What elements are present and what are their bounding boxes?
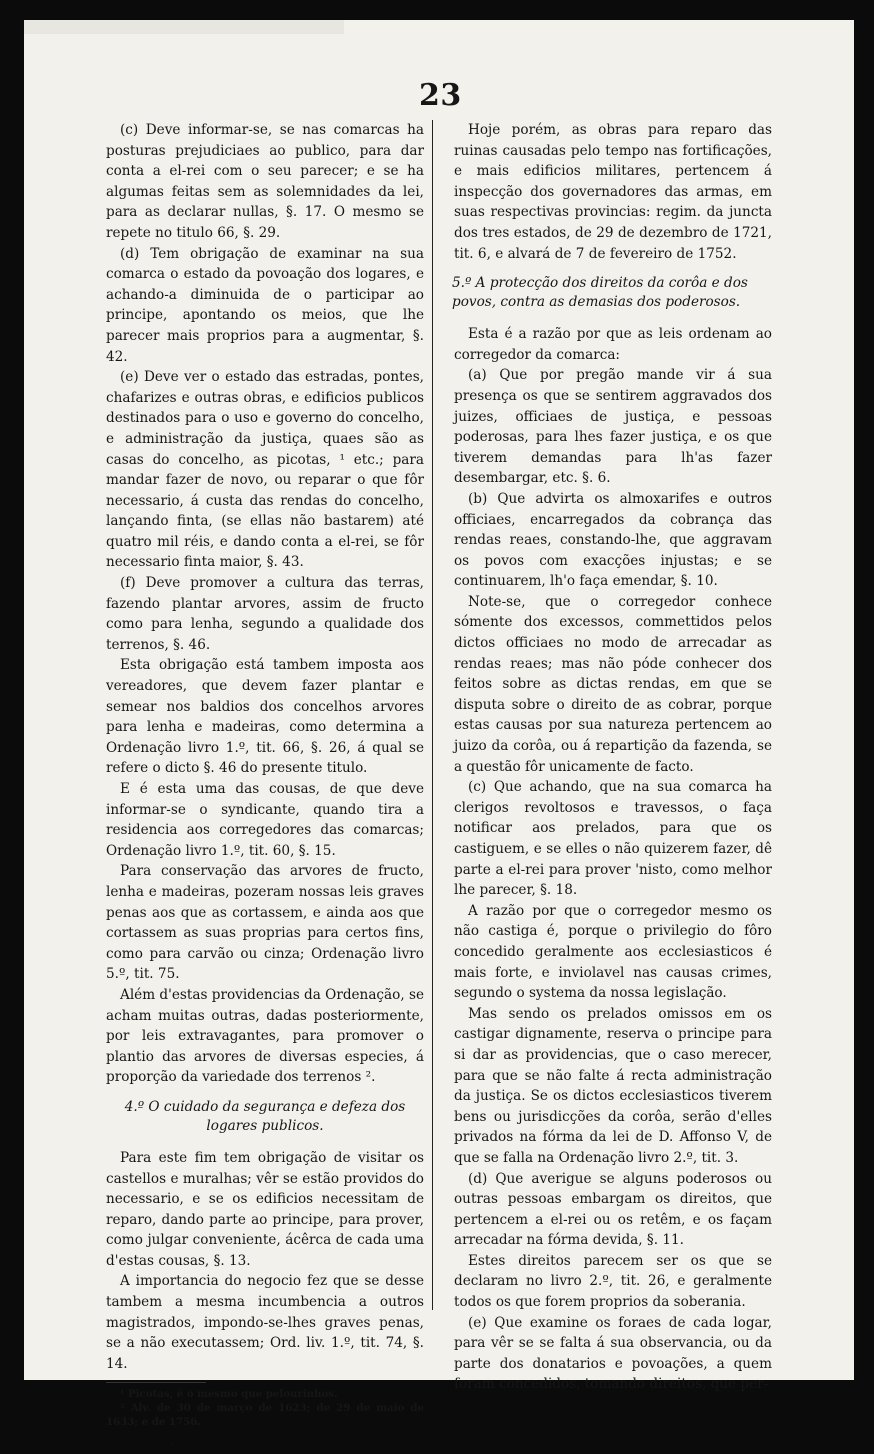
paragraph-c-clerigos: (c) Que achando, que na sua comarca ha clerigos revoltosos e travessos, o faça notificar aos prelados, para que os castiguem, e se elles o não quizerem fazer, dê parte a el-rei para prover 'nisto, como melhor lhe parecer, §. 18. xyxy=(454,779,772,899)
paragraph-e-foraes: (e) Que examine os foraes de cada logar, para vêr se se falta á sua observancia, ou da parte dos donatarios e povoações, a quem foram concedidos, tomando direitos, que per- xyxy=(454,1314,772,1393)
paragraph-esta-razao: Esta é a razão por que as leis ordenam ao corregedor da comarca: xyxy=(454,326,772,363)
section-4-heading: 4.º O cuidado da segurança e defeza dos logares publicos. xyxy=(124,1098,406,1134)
paragraph-d-povoacao: (d) Tem obrigação de examinar na sua comarca o estado da povoação dos logares, e achando-a diminuida de o participar ao principe, apontando os meios, que lhe parecer mais proprios para a augmentar, §. 42. xyxy=(106,245,424,365)
page-fold-shadow xyxy=(24,20,344,34)
trailing-dots: . . xyxy=(170,1437,189,1449)
paragraph-conservacao: Para conservação das arvores de fructo, lenha e madeiras, pozeram nossas leis graves penas aos que as cortassem, e ainda aos que cortassem as suas proprias para certos fins, como para carvão ou cinza; Ordenação livro 5.º, tit. 75. xyxy=(106,863,424,983)
paragraph-estes-direitos: Estes direitos parecem ser os que se declaram no livro 2.º, tit. 26, e geralmente todos os que forem proprios da soberania. xyxy=(454,1252,772,1311)
right-column xyxy=(454,120,772,1395)
paragraph-e-estradas: (e) Deve ver o estado das estradas, pontes, chafarizes e outras obras, e edificios publicos destinados para o uso e governo do concelho, e administração da justiça, quaes são as casas do concelho, as picotas, ¹ etc.; para mandar fazer de novo, ou reparar o que fôr necessario, á custa das rendas do concelho, lançando finta, (se ellas não bastarem) até quatro mil réis, e dando conta a el-rei, se fôr necessario finta maior, §. 43. xyxy=(106,369,424,571)
paragraph-castellos: Para este fim tem obrigação de visitar os castellos e muralhas; vêr se estão providos do necessario, e se os edificios necessitam de reparo, dando parte ao principe, para prover, como julgar conveniente, ácêrca de cada uma d'estas cousas, §. 13. xyxy=(106,1149,424,1269)
footnote-2: ² Alv. de 30 de março de 1623; de 29 de maio de 1633; e de 1756. xyxy=(106,1402,424,1428)
column-divider xyxy=(432,120,433,1310)
page-number: 23 xyxy=(419,78,462,113)
footnote-1: ¹ Picotas, é o mesmo que pelourinhos. xyxy=(120,1388,338,1401)
paragraph-prelados-omissos: Mas sendo os prelados omissos em os castigar dignamente, reserva o principe para si dar as providencias, que o caso merecer, para que se não falte á recta administração da justiça. Se os dictos ecclesiasticos tiverem bens ou jurisdicções da corôa, serão d'elles privados na fórma da lei de D. Affonso V, de que se falla na Ordenação livro 2.º, tit. 3. xyxy=(454,1005,772,1166)
paragraph-note-se: Note-se, que o corregedor conhece sómente dos excessos, commettidos pelos dictos officiaes no modo de arrecadar as rendas reaes; mas não póde conhecer dos feitos sobre as dictas rendas, em que se disputa sobre o direito de as cobrar, porque estas causas por sua natureza pertencem ao juizo da corôa, ou á repartição da fazenda, se a questão fôr unicamente de facto. xyxy=(454,593,772,775)
book-page xyxy=(24,20,854,1449)
section-5-heading: 5.º A protecção dos direitos da corôa e dos povos, contra as demasias dos poderosos. xyxy=(452,275,748,311)
paragraph-d-poderosos: (d) Que averigue se alguns poderosos ou outras pessoas embargam os direitos, que pertencem a el-rei ou os retêm, e os façam arrecadar na fórma devida, §. 11. xyxy=(454,1170,772,1249)
paragraph-importancia: A importancia do negocio fez que se desse tambem a mesma incumbencia a outros magistrados, impondo-se-lhes graves penas, se a não executassem; Ord. liv. 1.º, tit. 74, §. 14. xyxy=(106,1273,424,1372)
paragraph-providencias: Além d'estas providencias da Ordenação, se acham muitas outras, dadas posteriormente, por leis extravagantes, para promover o plantio das arvores de diversas especies, á proporção da variedade dos terrenos ². xyxy=(106,986,424,1086)
paragraph-a-pregao: (a) Que por pregão mande vir á sua presença os que se sentirem aggravados dos juizes, officiaes de justiça, e pessoas poderosas, para lhes fazer justiça, e os que tiverem demandas para lh'as fazer desembargar, etc. §. 6. xyxy=(454,367,772,487)
footnote-rule xyxy=(106,1382,206,1383)
left-column xyxy=(106,120,424,1454)
paragraph-razao-castiga: A razão por que o corregedor mesmo os não castiga é, porque o privilegio do fôro concedido geralmente aos ecclesiasticos é mais forte, e inviolavel nas causas crimes, segundo o systema da nossa legislação. xyxy=(454,902,772,1002)
paragraph-c-posturas: (c) Deve informar-se, se nas comarcas ha posturas prejudiciaes ao publico, para dar conta a el-rei com o seu parecer; e se ha algumas feitas sem as solemnidades da lei, para as declarar nullas, §. 17. O mesmo se repete no titulo 66, §. 29. xyxy=(106,122,424,241)
paragraph-syndicante: E é esta uma das cousas, de que deve informar-se o syndicante, quando tira a residencia aos corregedores das comarcas; Ordenação livro 1.º, tit. 60, §. 15. xyxy=(106,781,424,859)
paragraph-vereadores: Esta obrigação está tambem imposta aos vereadores, que devem fazer plantar e semear nos baldios dos concelhos arvores para lenha e madeiras, como determina a Ordenação livro 1.º, tit. 66, §. 26, á qual se refere o dicto §. 46 do presente titulo. xyxy=(106,657,424,777)
paragraph-b-almoxarifes: (b) Que advirta os almoxarifes e outros officiaes, encarregados da cobrança das rendas reaes, constando-lhe, que aggravam os povos com exacções injustas; e se continuarem, lh'o faça emendar, §. 10. xyxy=(454,490,772,590)
paragraph-f-cultura: (f) Deve promover a cultura das terras, fazendo plantar arvores, assim de fructo como para lenha, segundo a qualidade dos terrenos, §. 46. xyxy=(106,575,424,653)
paragraph-hoje-porem: Hoje porém, as obras para reparo das ruinas causadas pelo tempo nas fortificações, e mais edificios militares, pertencem á inspecção dos governadores das armas, em suas respectivas provincias: regim. da juncta dos tres estados, de 29 de dezembro de 1721, tit. 6, e alvará de 7 de fevereiro de 1752. xyxy=(454,122,772,262)
